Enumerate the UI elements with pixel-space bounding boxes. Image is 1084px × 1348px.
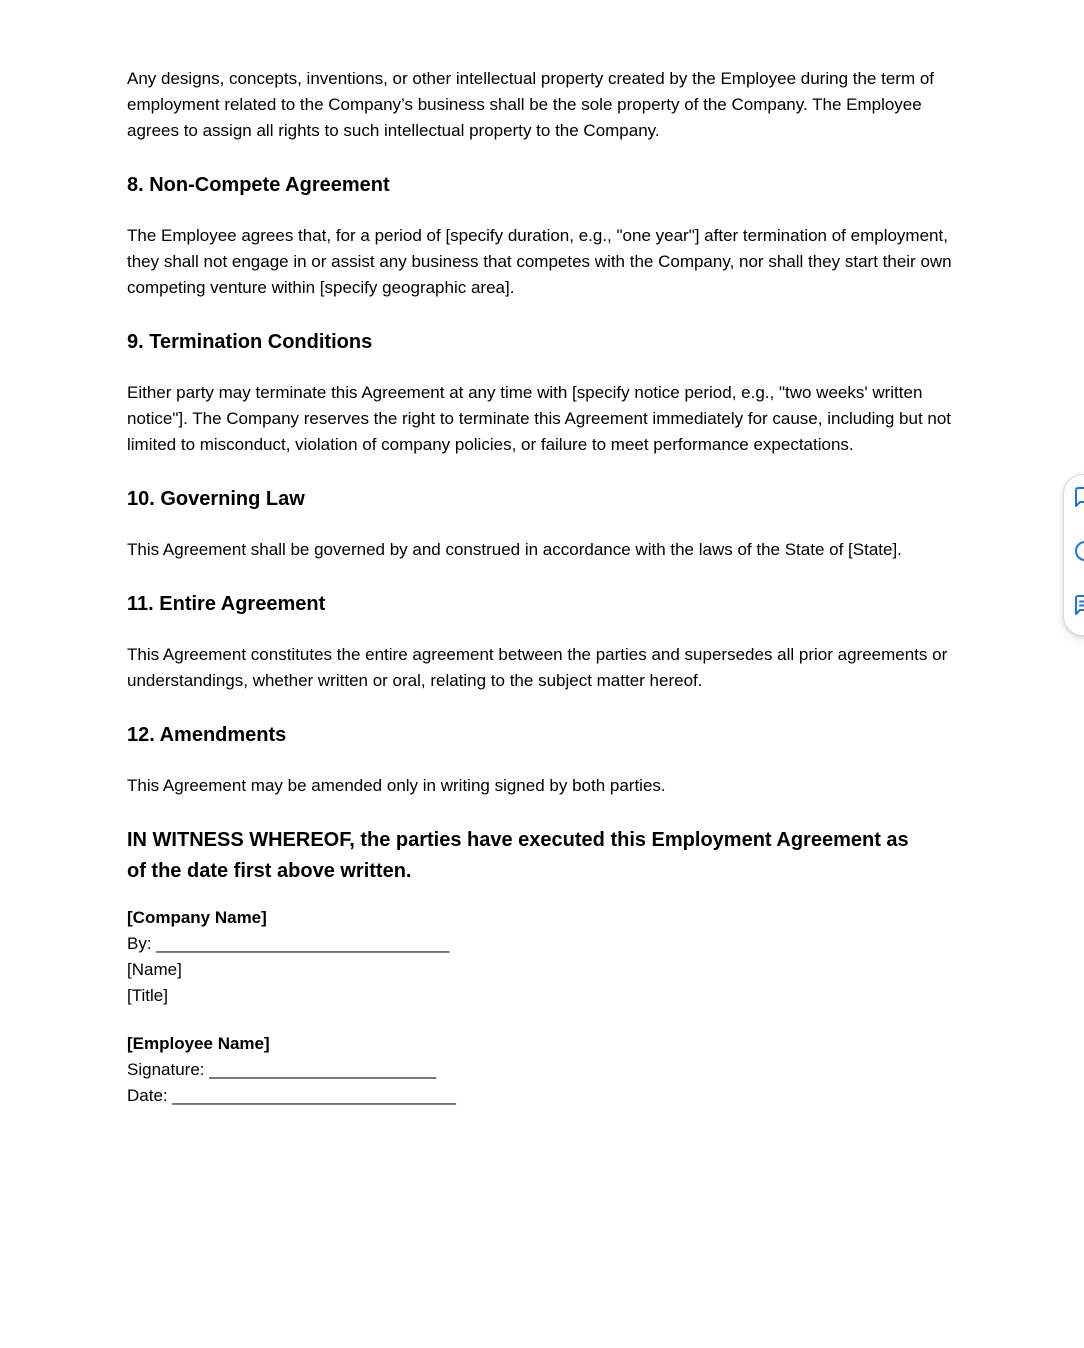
company-by-line: By: _______________________________ <box>127 934 450 953</box>
employee-signature-block <box>127 1031 957 1109</box>
employee-signature-line: Signature: ________________________ <box>127 1060 437 1079</box>
section-paragraph-non-compete: The Employee agrees that, for a period of [specify duration, e.g., "one year"] after termination of employment, they shall not engage in or assist any business that competes with the Company, nor shall they start their own competing venture within [specify geographic area]. <box>127 226 952 297</box>
employee-name-label: [Employee Name] <box>127 1034 270 1053</box>
history-button[interactable] <box>1072 539 1084 565</box>
chat-icon <box>1073 485 1084 512</box>
section-paragraph-amendments: This Agreement may be amended only in writing signed by both parties. <box>127 776 666 795</box>
company-signature-block <box>127 905 957 1009</box>
clock-icon <box>1073 539 1084 566</box>
chat-text-icon <box>1073 593 1084 620</box>
section-heading-non-compete: 8. Non-Compete Agreement <box>127 174 390 196</box>
section-heading-entire-agreement: 11. Entire Agreement <box>127 593 326 615</box>
section-paragraph-entire-agreement: This Agreement constitutes the entire agreement between the parties and supersedes all prior agreements or understandings, whether written or oral, relating to the subject matter hereof. <box>127 645 948 690</box>
chat-button[interactable] <box>1072 485 1084 511</box>
floating-side-toolbar <box>1063 474 1084 636</box>
intro-paragraph: Any designs, concepts, inventions, or other intellectual property created by the Employee during the term of employment related to the Company’s business shall be the sole property of the Company. The Employee agrees to assign all rights to such intellectual property to the Company. <box>127 69 935 140</box>
witness-clause: IN WITNESS WHEREOF, the parties have executed this Employment Agreement as of the date first above written. <box>127 829 909 882</box>
section-heading-governing-law: 10. Governing Law <box>127 488 305 510</box>
section-paragraph-termination: Either party may terminate this Agreement at any time with [specify notice period, e.g., "two weeks' written notice"]. The Company reserves the right to terminate this Agreement immediately for cause, including but not limited to misconduct, violation of company policies, or failure to meet performance expectations. <box>127 383 952 454</box>
compose-button[interactable] <box>1072 593 1084 619</box>
agreement-body <box>127 66 957 1109</box>
section-paragraph-governing-law: This Agreement shall be governed by and construed in accordance with the laws of the State of [State]. <box>127 540 902 559</box>
section-heading-termination: 9. Termination Conditions <box>127 331 373 353</box>
company-name-label: [Company Name] <box>127 908 267 927</box>
company-name-line: [Name] <box>127 960 182 979</box>
company-title-line: [Title] <box>127 986 168 1005</box>
employee-date-line: Date: ______________________________ <box>127 1086 456 1105</box>
section-heading-amendments: 12. Amendments <box>127 724 287 746</box>
